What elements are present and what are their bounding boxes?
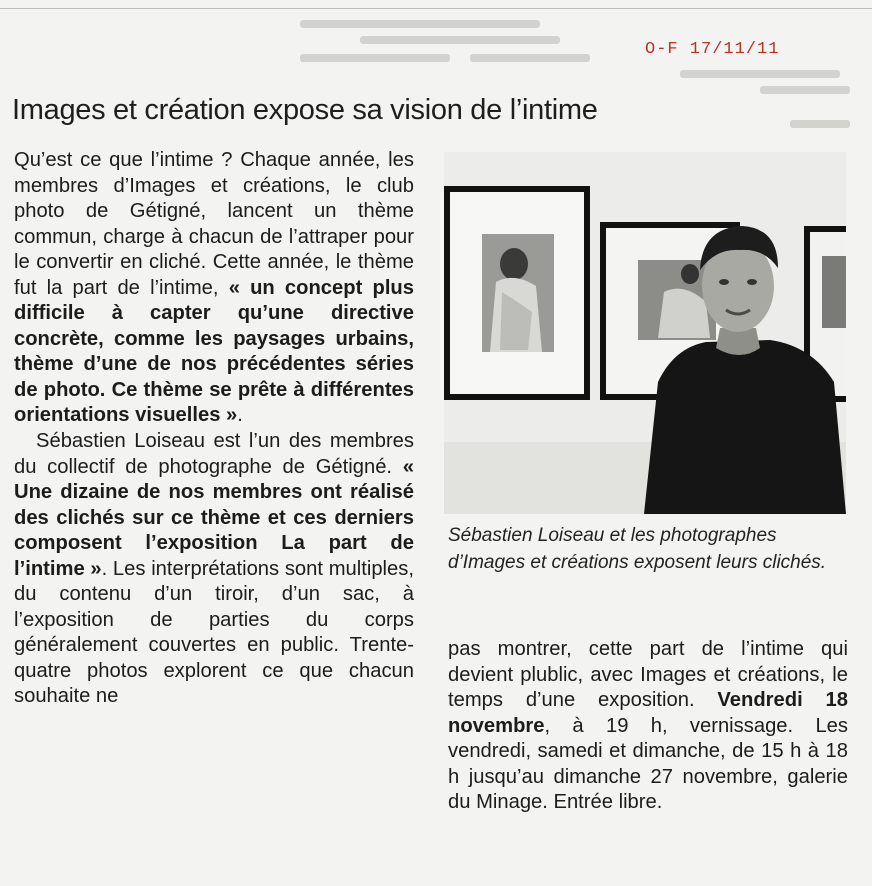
photo-illustration: [444, 152, 846, 514]
article-column-left: [14, 148, 414, 710]
date-stamp: O-F 17/11/11: [645, 40, 780, 59]
article-paragraph: [448, 637, 848, 816]
framed-picture-left: [444, 186, 590, 400]
article-column-right: [448, 637, 848, 816]
article-paragraph: [14, 429, 414, 710]
headline: Images et création expose sa vision de l’intime: [12, 94, 598, 126]
paragraph-text: Qu’est ce que l’intime ? Chaque année, les membres d’Images et créations, le club photo de Gétigné, lancent un thème commun, charge à chacun de l’attraper pour le convertir en cliché. Cette année, le thème fut la part de l’intime,: [14, 149, 414, 299]
paragraph-text: .: [237, 404, 243, 427]
event-date: Vendredi 18 novembre: [448, 689, 848, 737]
article-paragraph: [14, 148, 414, 429]
quote-text: « Une dizaine de nos membres ont réalisé des clichés sur ce thème et ces derniers composent l’exposition La part de l’intime »: [14, 455, 414, 580]
paragraph-text: pas montrer, cette part de l’intime qui devient plublic, avec Images et créations, le temps d’une exposition.: [448, 638, 848, 712]
quote-text: « un concept plus difficile à capter qu’une directive concrète, comme les paysages urbains, thème d’une de nos précédentes séries de photo. Ce thème se prête à différentes orientations visuelles »: [14, 276, 414, 427]
paragraph-text: Sébastien Loiseau est l’un des membres du collectif de photographe de Gétigné.: [14, 430, 414, 478]
exhibition-photo: [444, 152, 846, 514]
photo-caption: Sébastien Loiseau et les photographes d’Images et créations exposent leurs clichés.: [448, 525, 827, 573]
paragraph-text: , à 19 h, vernissage. Les vendredi, samedi et dimanche, de 15 h à 18 h jusqu’au dimanche 27 novembre, galerie du Minage. Entrée libre.: [448, 714, 848, 814]
paragraph-text: . Les interprétations sont multiples, du contenu d’un tiroir, d’un sac, à l’exposition de parties du corps généralement couvertes en public. Trente-quatre photos explorent ce que chacun souhaite ne: [14, 557, 414, 708]
